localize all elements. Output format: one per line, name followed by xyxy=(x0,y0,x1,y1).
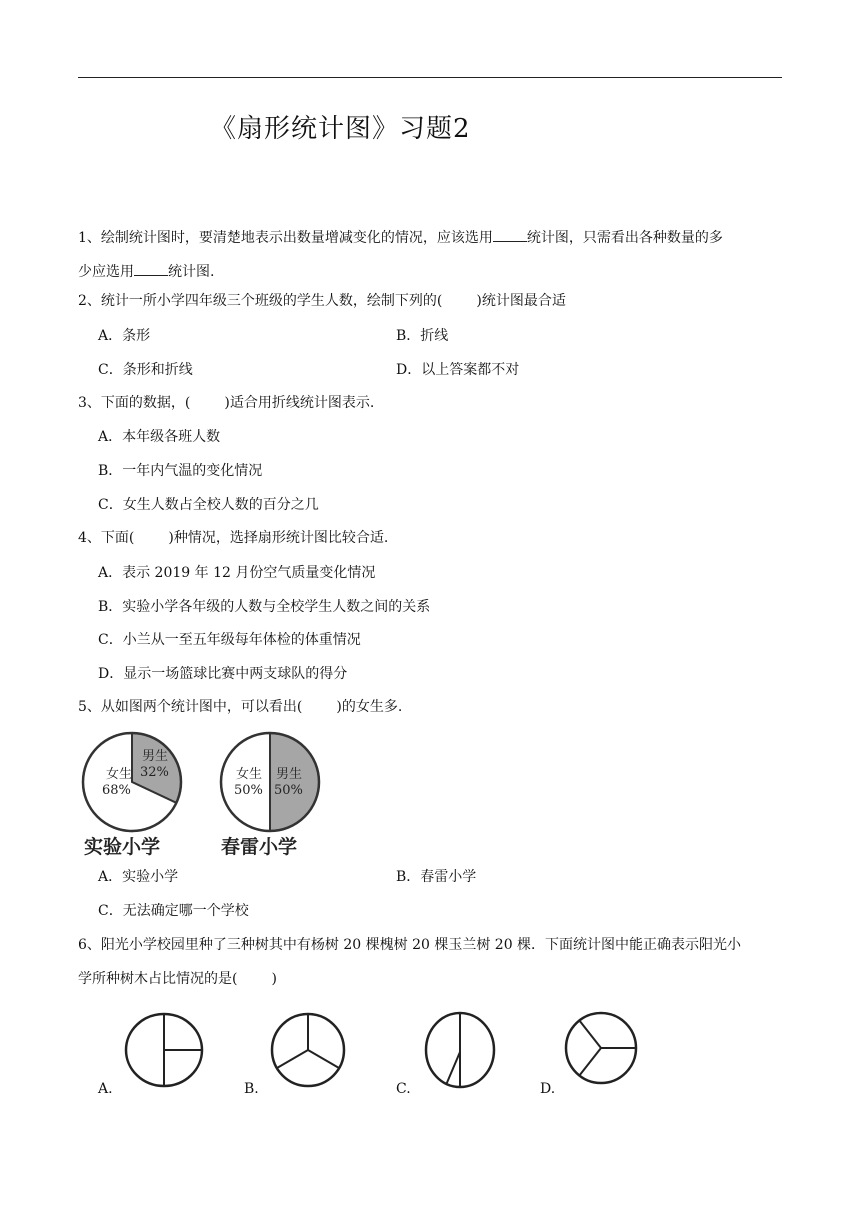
q4-option-d[interactable]: D．显示一场篮球比赛中两支球队的得分 xyxy=(98,666,348,682)
q4-text-a: 4、下面( xyxy=(78,530,135,546)
q6-option-a-label[interactable]: A. xyxy=(98,1081,113,1097)
q6-option-b-label[interactable]: B. xyxy=(244,1081,259,1097)
q3-text-a: 3、下面的数据，( xyxy=(78,395,191,411)
q2-option-b[interactable]: B．折线 xyxy=(396,328,449,344)
page-title: 《扇形统计图》习题2 xyxy=(210,114,471,144)
q5-text-a: 5、从如图两个统计图中，可以看出( xyxy=(78,699,303,715)
q6-option-d-pie[interactable] xyxy=(562,1008,640,1088)
pie-slice-boys xyxy=(270,733,319,831)
question-2-stem xyxy=(78,292,566,310)
header-rule xyxy=(78,77,782,78)
q2-option-d[interactable]: D．以上答案都不对 xyxy=(396,362,520,378)
q4-text-b: )种情况，选择扇形统计图比较合适. xyxy=(168,530,389,546)
boys-percent: 32% xyxy=(140,765,169,780)
pie-caption-chunlei: 春雷小学 xyxy=(221,836,298,858)
boys-label: 男生 xyxy=(276,767,303,782)
pie-slice-girls xyxy=(221,733,270,831)
q1-text-b: 统计图，只需看出各种数量的多 xyxy=(526,230,723,246)
question-1-line-2 xyxy=(78,261,214,281)
pie-caption-shiyan: 实验小学 xyxy=(84,836,161,858)
boys-label: 男生 xyxy=(142,749,169,764)
pie-chart-chunlei xyxy=(218,730,322,834)
q4-option-c[interactable]: C．小兰从一至五年级每年体检的体重情况 xyxy=(98,632,361,648)
girls-label: 女生 xyxy=(106,767,133,782)
q1-text-c: 少应选用 xyxy=(78,264,134,280)
girls-percent: 50% xyxy=(234,783,263,798)
boys-percent: 50% xyxy=(274,783,303,798)
q5-option-c[interactable]: C．无法确定哪一个学校 xyxy=(98,903,249,919)
question-4-stem xyxy=(78,529,388,547)
question-3-stem xyxy=(78,394,374,412)
girls-label: 女生 xyxy=(236,767,263,782)
q3-option-c[interactable]: C．女生人数占全校人数的百分之几 xyxy=(98,497,319,513)
girls-percent: 68% xyxy=(102,783,131,798)
q5-option-a[interactable]: A．实验小学 xyxy=(98,869,179,885)
pie-chart-shiyan xyxy=(80,730,184,834)
q2-text-a: 2、统计一所小学四年级三个班级的学生人数，绘制下列的( xyxy=(78,293,443,309)
q6-option-b-pie[interactable] xyxy=(268,1010,348,1090)
answer-blank[interactable] xyxy=(493,227,527,242)
q6-option-a-pie[interactable] xyxy=(122,1010,206,1090)
q6-text-a: 学所种树木占比情况的是( xyxy=(78,971,238,987)
q5-text-b: )的女生多. xyxy=(336,699,403,715)
question-6-line-1: 6、阳光小学校园里种了三种树其中有杨树 20 棵槐树 20 棵玉兰树 20 棵．下面统计图中能正确表示阳光小 xyxy=(78,937,742,953)
answer-blank[interactable] xyxy=(134,261,168,276)
q6-option-c-pie[interactable] xyxy=(422,1010,498,1090)
q1-text-a: 1、绘制统计图时，要清楚地表示出数量增减变化的情况，应该选用 xyxy=(78,230,493,246)
q2-option-c[interactable]: C．条形和折线 xyxy=(98,362,193,378)
q3-text-b: )适合用折线统计图表示. xyxy=(224,395,375,411)
q3-option-b[interactable]: B．一年内气温的变化情况 xyxy=(98,463,263,479)
q6-text-b: ) xyxy=(271,971,277,987)
question-5-stem xyxy=(78,698,402,716)
q6-option-c-label[interactable]: C. xyxy=(396,1081,411,1097)
q4-option-a[interactable]: A．表示 2019 年 12 月份空气质量变化情况 xyxy=(98,565,376,581)
q4-option-b[interactable]: B．实验小学各年级的人数与全校学生人数之间的关系 xyxy=(98,599,431,615)
q3-option-a[interactable]: A．本年级各班人数 xyxy=(98,429,221,445)
q2-option-a[interactable]: A．条形 xyxy=(98,328,151,344)
q6-option-d-label[interactable]: D. xyxy=(540,1081,556,1097)
q2-text-b: )统计图最合适 xyxy=(476,293,566,309)
question-1-line-1 xyxy=(78,227,723,247)
q5-option-b[interactable]: B．春雷小学 xyxy=(396,869,477,885)
q1-text-d: 统计图. xyxy=(168,264,215,280)
question-6-line-2 xyxy=(78,970,277,988)
